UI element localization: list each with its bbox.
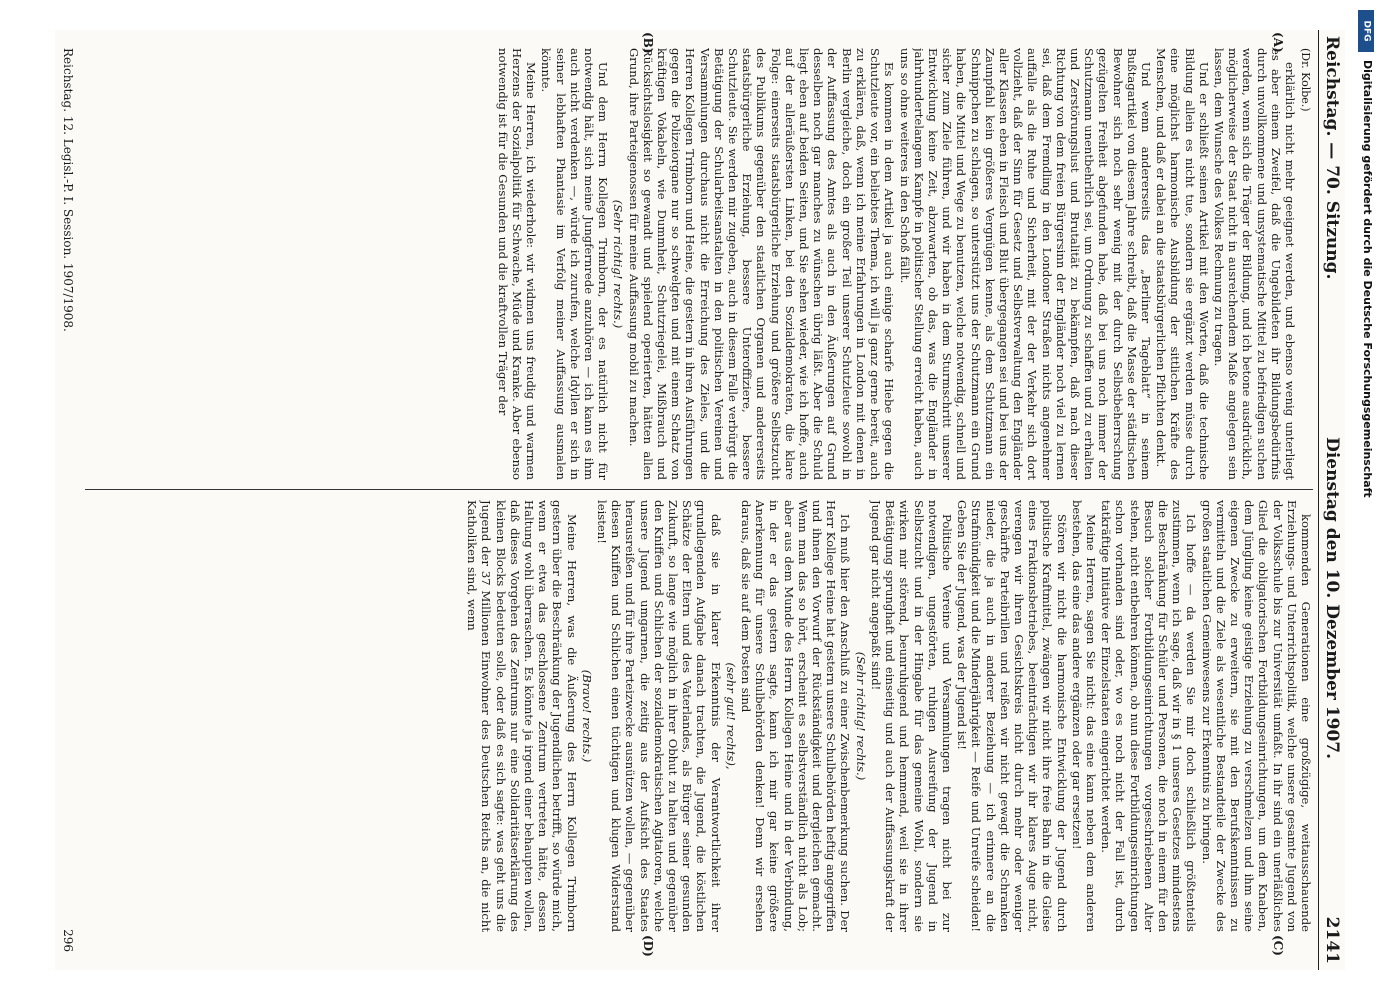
column-divider bbox=[85, 489, 1313, 490]
page-header bbox=[1318, 30, 1345, 970]
left-text-column bbox=[83, 48, 1297, 480]
page-footer bbox=[57, 48, 79, 952]
left-column-paragraph: Und wenn andererseits das „Berliner Tageblatt“ in seinem Bußtagartikel von diesem Jahre schreibt, daß die Masse der städtischen Bewohner sich noch sehr wenig mit der durch Selbstbeherrschung gezügelten Freiheit abgefunden habe, daß bei uns noch immer der Schutzmann unentbehrlich sei, um Ordnung zu schaffen und zu erhalten und Zerstörungslust und Brutalität zu bekämpfen, daß nach dieser Richtung von dem freien Bürgersinn der Engländer noch viel zu lernen sei, daß dem Fremdling in den Londoner Straßen nichts angenehmer auffalle als die Ruhe und Sicherheit, mit der der Verkehr sich dort vollzieht, daß der Sinn für Gesetz und Selbstverwaltung den Engländer aller Klassen eben in Fleisch und Blut übergegangen sei und bei uns der Zaunpfahl kein größeres Vergnügen kenne, als dem Schutzmann ein Schnippchen zu schlagen, so unterstützt uns der Schutzmann ein Grund haben, die Mittel und Wege zu benutzen, welche notwendig, schnell und sicher zum Ziele führen, und wir haben in dem Sturmschritt unserer Entwicklung keine Zeit, abzuwarten, ob das, was die Engländer in jahrhundertelangem Kampfe in politischer Stellung erreicht haben, auch uns so ohne weiteres in den Schoß fällt. bbox=[897, 48, 1153, 480]
left-column-paragraph: Meine Herren, ich wiederhole: wir widmen uns freudig und warmen Herzens der Sozialpolitik für Schwache, Müde und Kranke. Aber ebenso notwendig ist für die Gesunden und die kraftvollen Träger der bbox=[495, 48, 539, 480]
speaker-label: (Dr. Kolbe.) bbox=[1299, 48, 1312, 112]
margin-marker-c: (C) bbox=[1271, 935, 1285, 956]
right-column-paragraph: (Sehr richtig! rechts.) bbox=[853, 651, 868, 781]
right-column-paragraph: Ich muß hier den Anschluß zu einer Zwischenbemerkung suchen. Der Herr Kollege Heine hat gestern unsere Schulbehörden heftig angegriffen und ihnen den Vorwurf der Rückständigkeit und dergleichen gemacht. Wenn man das so hört, erscheint es selbstverständlich nicht als Lob; aber aus dem Munde des Herrn Kollegen Heine und in der Verbindung, in der er das gestern sagte, kann ich mir gar keine größere Anerkennung für unsere Schulbehörden denken! Denn wir ersehen daraus, daß sie auf dem Posten sind bbox=[739, 500, 853, 932]
left-column-paragraph: Und dem Herrn Kollegen Trimborn, der es natürlich nicht für notwendig hält, sich meine Jungfernrede anzuhören — ich kann es ihm auch nicht verdenken —, würde ich zurufen, welche Idyllen er sich in seiner lebhaften Phantasie im Verfolg meiner Auffassung ausmalen könnte. bbox=[539, 48, 611, 480]
footer-sheet-number: 296 bbox=[61, 929, 75, 952]
right-column-paragraph: (Bravo! rechts.) bbox=[579, 669, 594, 763]
margin-marker-b: (B) bbox=[641, 32, 655, 54]
right-column-paragraph: Politische Vereine und Versammlungen tragen nicht bei zur notwendigen, ungestörten, ruhigen Ausreifung der Jugend in Selbstzucht und in der Hingabe für das gemeine Wohl, sondern sie wirken mir störend, beunruhigend und hemmend, weil sie in ihrer Betätigung sprunghaft und einseitig und auch der Auffassungskraft der Jugend gar nicht angepaßt sind! bbox=[868, 500, 954, 932]
right-column-paragraph: kommenden Generationen eine großzügige, weitausschauende Erziehungs- und Unterrichtspolitik, welche unsere gesamte Jugend von der Volksschule bis zur Universität umfaßt. In ihr sind ein unerläßliches Glied die obligatorischen Fortbildungseinrichtungen, um dem Knaben, dem Jüngling keine geistige Erziehung zu verschmelzen und ihm seine eigenen Zwecke zu erweitern, sie mit den Berufskenntnissen zu vermitteln und die Ziele als wesentliche Bestandteile der Zwecke des großen staatlichen Gemeinwesens zur Erkenntnis zu bringen. bbox=[1199, 500, 1313, 932]
right-column-paragraph: Meine Herren, was die Äußerung des Herrn Kollegen Trimborn gestern über die Beschränkung der Jugendlichen betrifft, so würde mich, wenn er etwa das geschlossene Zentrum vertreten hätte, dessen Haltung wohl überraschen. Es könnte ja irgend einer behaupten wollen, daß dieses Vorgehen des Zentrums nur eine Solidaritätserklärung des kleinen Blocks bedeuten solle, oder daß es sich sagte: was geht uns die Jugend der 37 Millionen Einwohner des Deutschen Reichs an, die nicht Katholiken sind, wenn bbox=[465, 500, 579, 932]
right-column-paragraph: Ich hoffe — da werden Sie mir doch schließlich größtenteils zustimmen, wenn ich sage, daß wir in § 1 unseres Gesetzes mindestens die Beschränkung für Schüler und Personen, die noch in einem für den Besuch solcher Fortbildungseinrichtungen vorgeschriebenen Alter stehen, nicht entbehren können, ob nun diese Fortbildungseinrichtungen schon vorhanden sind oder, wo es noch nicht der Fall ist, durch tatkräftige Initiative der Einzelstaaten eingerichtet werden. bbox=[1099, 500, 1199, 932]
rotated-page-scan bbox=[55, 30, 1345, 970]
left-column-paragraph: (Sehr richtig! rechts.) bbox=[611, 199, 626, 329]
dfg-logo: DFG bbox=[1358, 10, 1374, 52]
header-left: Reichstag. — 70. Sitzung. bbox=[1322, 36, 1342, 280]
page-number: 2141 bbox=[1322, 916, 1342, 964]
footer-session-info: Reichstag. 12. Legisl.-P. I. Session. 1907/1908. bbox=[61, 48, 75, 332]
right-text-column bbox=[83, 500, 1313, 932]
digitization-note bbox=[1356, 10, 1378, 990]
header-center: Dienstag den 10. Dezember 1907. bbox=[1322, 437, 1342, 760]
margin-marker-d: (D) bbox=[641, 935, 655, 957]
left-column-paragraph: Es kommen in dem Artikel ja auch einige scharfe Hiebe gegen die Schutzleute vor, ein beliebtes Thema, ich will ja ganz gerne bereit, auch zu erklären, daß, wenn ich meine Erfahrungen in London mit denen in Berlin vergleiche, doch ein großer Teil unserer Schutzleute sowohl in der Auffassung des Amtes als auch in den Äußerungen auf Grund desselben noch gar manches zu wünschen übrig läßt. Aber die Schuld liegt eben auf beiden Seiten, und Sie sehen wieder, wie ich hoffe, auch auf der alleräußersten Linken, bei den Sozialdemokraten, die klare Folge: einerseits staatsbürgerliche Erziehung und größere Selbstzucht des Publikums gegenüber den staatlichen Organen und andererseits staatsbürgerliche Erziehung, bessere Unteroffiziere, bessere Schutzleute. Sie werden mir zugeben, auch in diesem Falle verbürgt die Betätigung der Schularbeitsanstalten in den politischen Vereinen und Versammlungen durchaus nicht die Erreichung des Zieles, und die Herren Kollegen Trimborn und Heine, die gestern in ihren Ausführungen gegen die Polizeiorgane nur so schwelgten und mit einem Schatz von kräftigen Vokabeln, wie Dummheit, Schutzriegelei, Mißbrauch und Rücksichtslosigkeit so gewandt und spielend operierten, hätten allen Grund, ihre Parteigenossen für meine Auffassung mobil zu machen. bbox=[626, 48, 897, 480]
right-column-paragraph: Meine Herren, sagen Sie nicht: das eine kann neben dem anderen bestehen, das eine das andere ergänzen oder gar ersetzen! bbox=[1069, 500, 1098, 932]
right-column-paragraph: (sehr gut! rechts), bbox=[723, 662, 738, 770]
digitization-credit: Digitalisierung gefördert durch die Deutsche Forschungsgemeinschaft bbox=[1361, 60, 1374, 498]
right-column-paragraph: Stören wir nicht die harmonische Entwicklung der Jugend durch politische Kraftmittel, zwängen wir nicht ihre freie Bahn in die Gleise eines Fraktionsbetriebes, beeinträchtigen wir ihr klares Auge nicht, verengen wir ihren Gesichtskreis nicht durch mehr oder weniger geschärfte Parteibrillen und reißen wir nicht gewagt die Schranken nieder, die ja auch in anderer Beziehung — ich erinnere an die Strafmündigkeit und die Minderjährigkeit — Reife und Unreife scheiden! Geben Sie der Jugend, was der Jugend ist! bbox=[955, 500, 1069, 932]
left-column-paragraph: Und er schließt seinen Artikel mit den Worten, daß die technische Bildung allein es nicht tue, sondern sie ergänzt werden müsse durch eine möglichst harmonische Ausbildung der sittlichen Kräfte des Menschen, und daß er dabei an die staatsbürgerlichen Pflichten denkt. bbox=[1154, 48, 1211, 480]
margin-marker-a: (A) bbox=[1271, 32, 1285, 53]
right-column-paragraph: daß sie in klarer Erkenntnis der Verantwortlichkeit ihrer grundlegenden Aufgabe danach trachten, die Jugend, die köstlichen Schätze der Eltern und des Vaterlandes, als Bürger seiner gesunden Zukunft, so lange wie möglich in ihrer Obhut zu halten und gegenüber den Kniffen und Schlichen der sozialdemokratischen Agitatoren, welche unsere Jugend umgarnen, die zeitig aus der Aufsicht des Staates herausreißen und für ihre Parteizwecke ausnützen wollen, — gegenüber diesen Kniffen und Schlichen einen tüchtigen und klugen Widerstand leisten! bbox=[595, 500, 723, 932]
left-column-paragraph: erklärlich nicht mehr geeignet werden, und ebenso wenig unterliegt es aber einem Zweifel, daß die Ungebildeten ihr Bildungsbedürfnis durch unvollkommene und unsystematische Mittel zu befriedigen suchen werden, wenn sich die Träger der Bildung, und ich betone ausdrücklich, möglicherweise der Staat nicht in ausreichendem Maße angelegen sein lassen, dem Wunsche des Volkes Rechnung zu tragen. bbox=[1211, 48, 1297, 480]
